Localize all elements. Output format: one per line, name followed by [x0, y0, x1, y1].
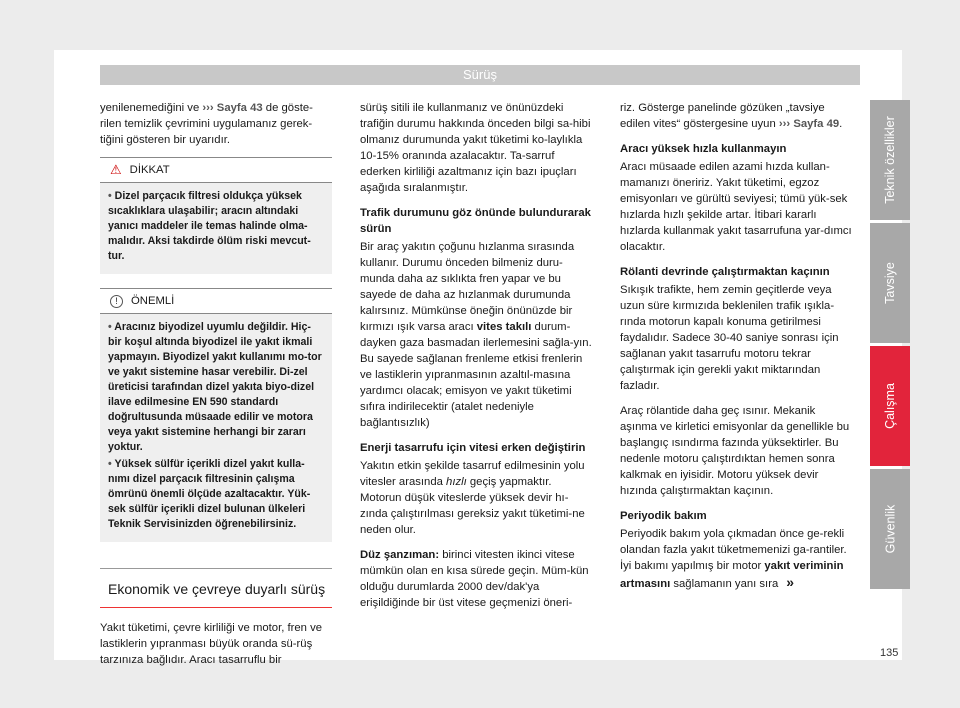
page-header: Sürüş — [100, 65, 860, 85]
notice-header — [100, 288, 332, 314]
subheading: Rölanti devrinde çalıştırmaktan kaçının — [620, 266, 830, 278]
page-link[interactable]: ››› Sayfa 49 — [778, 118, 840, 130]
paragraph: riz. Gösterge panelinde gözüken „tavsiye edilen vites“ göstergesine uyun ››› Sayfa 49. — [620, 102, 843, 130]
notice-box — [100, 288, 332, 542]
notice-item-1: Aracınız biyodizel uyumlu değildir. Hiç-bir koşul altında biyodizel ile yakıt ikmali yapmayın. Biyodizel yakıt kullanımı mo-tor ve yakıt sistemine hasar verebilir. Di-zel üreticisi tarafından dizel yakıta biyo-dizel ilave edilmesine EN 590 standardı doğrultusunda müsaade edilir ve motora veya yakıt sistemine herhangi bir zararı yoktur. — [108, 321, 322, 453]
warning-text: Dizel parçacık filtresi oldukça yüksek sıcaklıklara ulaşabilir; aracın altındaki yanıcı maddeler ile temas halinde olma-malıdır. Aksi takdirde ölüm riski mevcut-tur. — [108, 190, 311, 262]
column-1 — [100, 100, 332, 677]
side-tabs — [870, 100, 910, 592]
subheading: Periyodik bakım — [620, 510, 707, 522]
page-link[interactable]: ››› Sayfa 43 — [202, 102, 263, 114]
column-2 — [360, 100, 592, 620]
section-paragraph: Yakıt tüketimi, çevre kirliliği ve motor, fren ve lastiklerin yıpranması büyük oranda sü-rüş tarzınıza bağlıdır. Aracı tasarruflu bir — [100, 622, 323, 666]
exclamation-circle-icon: ! — [110, 295, 123, 308]
subheading: Aracı yüksek hızla kullanmayın — [620, 143, 787, 155]
paragraph: Araç rölantide daha geç ısınır. Mekanik aşınma ve kirletici emisyonlar da genellikle bu başlangıç ısındırma fazında yüksektirler. Bu nedenle motoru çalıştırdıktan hemen sonra kalkmak en iyisidir. Motoru yüksek devir hızında çalıştırmaktan kaçının. — [620, 405, 850, 497]
notice-item-2: Yüksek sülfür içerikli dizel yakıt kulla-nımı dizel parçacık filtresinin çalışma ömrünü önemli ölçüde azaltacaktır. Yük-sek sülfür içerikli dizel bulunan ülkeleri Teknik Servisinizden öğrenebilirsiniz. — [108, 458, 311, 530]
tab-teknik-ozellikler[interactable]: Teknik özellikler — [870, 100, 910, 220]
paragraph: Yakıtın etkin şekilde tasarruf edilmesinin yolu vitesler arasında hızlı geçiş yapmaktır. Motorun düşük viteslerde yüksek devir hı-zında çalıştırılması gereksiz yakıt tüketimi-ne neden olur. — [360, 460, 585, 536]
warning-box — [100, 157, 332, 274]
paragraph: Sıkışık trafikte, hem zemin geçitlerde veya uzun süre kırmızıda beklenilen trafik ışıkla-rında motorun kapalı konuma getirilmesi faydalıdır. Sadece 30-40 saniye sonrası için sağlanan yakıt tasarrufu motoru tekrar çalıştırmak için gerekli yakıt miktarından fazladır. — [620, 284, 839, 392]
paragraph: sürüş sitili ile kullanmanız ve önünüzdeki trafiğin durumu hakkında önceden bilgi sa-hibi olmanız durumunda yakıt tüketimi ko-laylıkla 10-15% oranında azalacaktır. Ta-sarruf ederken kirliliği azaltmanız için bazı ipuçları aşağıda sıralanmıştır. — [360, 102, 591, 194]
paragraph: Aracı müsaade edilen azami hızda kullan-mamanızı öneririz. Yakıt tüketimi, egzoz emisyonları ve gürültü seviyesi; tümü yük-sek hızlarda hızlı şekilde artar. İtibari kararlı hızlarda kullanmak yakıt tasarrufuna yar-dımcı olacaktır. — [620, 161, 852, 253]
continue-arrow-icon: » — [786, 574, 795, 590]
subheading: Enerji tasarrufu için vitesi erken değiştirin — [360, 442, 586, 454]
warning-title: DİKKAT — [129, 164, 170, 176]
section-title: Ekonomik ve çevreye duyarlı sürüş — [100, 568, 332, 608]
tab-guvenlik[interactable]: Güvenlik — [870, 469, 910, 589]
column-3 — [620, 100, 852, 601]
warning-body: • Dizel parçacık filtresi oldukça yüksek sıcaklıklara ulaşabilir; aracın altındaki yanıcı maddeler ile temas halinde olma-malıdır. Aksi takdirde ölüm riski mevcut-tur. — [100, 183, 332, 274]
page-number: 135 — [880, 647, 899, 659]
notice-title: ÖNEMLİ — [131, 295, 175, 307]
paragraph: Düz şanzıman: birinci vitesten ikinci vitese mümkün olan en kısa sürede geçin. Müm-kün olduğu durumlarda 2000 dev/dak'ya erişildiğinde bir üst vitese geçmenizi öneri- — [360, 549, 589, 609]
tab-tavsiye[interactable]: Tavsiye — [870, 223, 910, 343]
paragraph: Periyodik bakım yola çıkmadan önce ge-rekli olandan fazla yakıt tüketmemenizi ga-rantiler. İyi bakımı yapılmış bir motor yakıt veriminin artmasını sağlamanın yanı sıra » — [620, 528, 847, 590]
intro-paragraph: yenilenemediğini ve ››› Sayfa 43 de göste-rilen temizlik çevrimini uygulamanız gerek-tiğini gösteren bir uyarıdır. — [100, 102, 313, 146]
warning-header — [100, 157, 332, 183]
subheading: Trafik durumunu göz önünde bulundurarak sürün — [360, 207, 591, 235]
warning-triangle-icon: ⚠ — [110, 162, 122, 177]
notice-body: • Aracınız biyodizel uyumlu değildir. Hiç-bir koşul altında biyodizel ile yakıt ikmali yapmayın. Biyodizel yakıt kullanımı mo-tor ve yakıt sistemine hasar verebilir. Di-zel üreticisi tarafından dizel yakıta biyo-dizel ilave edilmesine EN 590 standardı doğrultusunda müsaade edilir ve motora veya yakıt sistemine herhangi bir zararı yoktur. • Yüksek sülfür içerikli dizel yakıt kulla-nımı dizel parçacık filtresinin çalışma ömrünü önemli ölçüde azaltacaktır. Yük-sek sülfür içerikli dizel bulunan ülkeleri Teknik Servisinizden öğrenebilirsiniz. — [100, 314, 332, 542]
tab-calisma[interactable]: Çalışma — [870, 346, 910, 466]
paragraph: Bir araç yakıtın çoğunu hızlanma sırasında kullanır. Durumu önceden bilmeniz duru-munda daha az sıklıkta fren yapar ve bu sayede de daha az hızlanmak durumunda kalırsınız. Mümkünse öneğin önünüzde bir kırmızı ışık varsa aracı vites takılı durum-dayken gaza basmadan ilerlemesini sağla-yın. Bu sayede sağlanan frenleme etkisi frenlerin ve lastiklerin yıpranmasının azaltıl-masına yardımcı olacak; emisyon ve yakıt tüketimi sıfıra indirilecektir (atalet nedeniyle bağlantısızlık) — [360, 241, 592, 429]
